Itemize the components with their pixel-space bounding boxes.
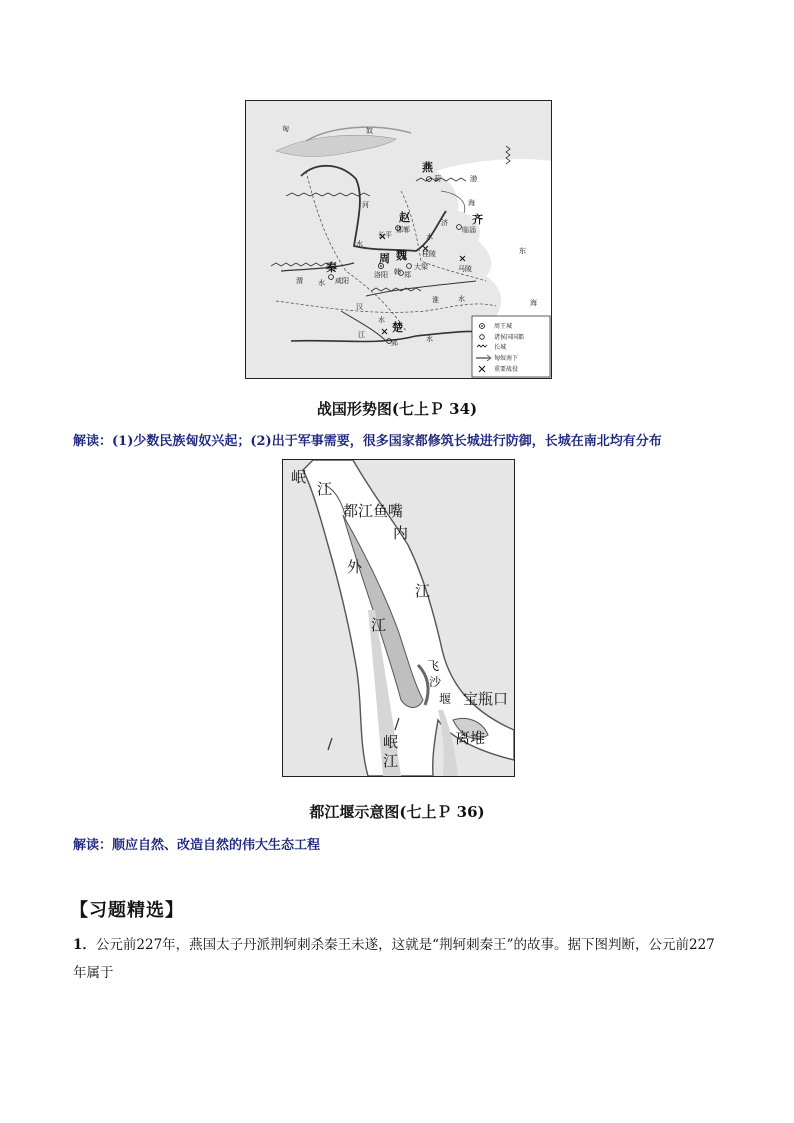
dujiangyan-diagram-drawing [283,460,514,776]
label-han: 韩 [394,268,401,276]
label-huai: 淮 [432,296,439,304]
label-shui-han: 水 [378,316,385,324]
label-handan: 邯郸 [396,226,410,234]
label-ying: 郢 [391,339,398,347]
label-nei: 内 [393,524,409,542]
label-yan: 燕 [422,161,433,174]
label-zhou: 周 [379,252,390,265]
label-sha: 沙 [429,675,442,689]
question-1-text: 公元前227年，燕国太子丹派荆轲刺杀秦王未遂，这就是“荆轲刺秦王”的故事。据下图判断，公元前227年属于 [73,937,715,981]
label-baopingkou: 宝瓶口 [463,690,509,708]
label-shui-jiang: 水 [426,335,433,343]
label-qi: 齐 [472,213,483,226]
label-zheng: 郑 [404,271,411,279]
label-xianyang: 咸阳 [335,277,349,285]
question-1-number: 1． [73,937,96,953]
label-yan: 堰 [439,692,452,706]
label-he-shui: 水 [356,240,363,248]
reading-1 [73,430,733,449]
legend-state-capital: 诸侯国国都 [494,334,525,341]
label-maling: 马陵 [458,265,472,273]
legend-xiongnu-south: 匈奴南下 [494,355,519,362]
label-jiang: 江 [358,331,365,339]
label-hai-bo: 海 [468,199,475,207]
map2-caption: 都江堰示意图(七上Ｐ 36) [309,803,485,821]
label-zhao: 赵 [399,211,410,224]
legend-zhou-capital: 周王城 [494,323,513,330]
label-he: 河 [362,201,369,209]
label-bo: 渤 [470,175,477,183]
reading-2-label: 解读： [73,838,113,853]
label-fei: 飞 [427,659,440,673]
label-dong: 东 [519,247,526,255]
reading-2 [73,834,733,853]
label-yuzui: 都江鱼嘴 [343,502,404,520]
dujiangyan-diagram [282,459,515,777]
label-shui-wei: 水 [318,279,325,287]
reading-1-text: (1)少数民族匈奴兴起；(2)出于军事需要，很多国家都修筑长城进行防御，长城在南北均有分布 [112,434,662,449]
label-jiang-bottom: 江 [383,752,399,770]
legend-great-wall: 长城 [494,344,507,351]
map1-caption: 战国形势图(七上Ｐ 34) [316,400,478,418]
label-jiang-top: 江 [317,480,333,498]
label-lidui: 离堆 [455,729,486,747]
warring-states-map-drawing [246,101,551,378]
label-guiling: 桂陵 [422,250,436,258]
label-hai-dong: 海 [530,299,537,307]
warring-states-map [245,100,552,379]
label-ji: 蓟 [434,175,441,183]
label-shui-ji: 水 [426,233,433,241]
label-wei: 魏 [396,249,407,262]
label-wai-jiang: 江 [371,616,387,634]
label-changping: 长平 [378,231,392,239]
label-ji-river: 济 [441,219,448,227]
label-chu: 楚 [392,321,403,334]
section-title: 【习题精选】 [70,900,184,921]
reading-1-label: 解读： [73,434,113,449]
label-nei-jiang: 江 [415,582,431,600]
label-linzi: 临淄 [462,226,476,234]
question-1 [73,931,723,987]
label-han-river: 汉 [356,303,363,311]
label-daliang: 大梁 [414,263,428,271]
label-wai: 外 [347,558,363,576]
label-xiongnu-2: 奴 [366,127,373,135]
label-qin: 秦 [326,261,337,274]
label-min-bottom: 岷 [383,733,399,751]
label-luoyang: 洛阳 [374,271,388,279]
legend-battle: 重要战役 [494,366,519,373]
label-wei-river: 渭 [296,277,303,285]
label-xiongnu-1: 匈 [282,125,289,133]
reading-2-text: 顺应自然、改造自然的伟大生态工程 [112,838,321,853]
label-huai-shui: 水 [458,295,465,303]
label-min-top: 岷 [291,468,307,486]
